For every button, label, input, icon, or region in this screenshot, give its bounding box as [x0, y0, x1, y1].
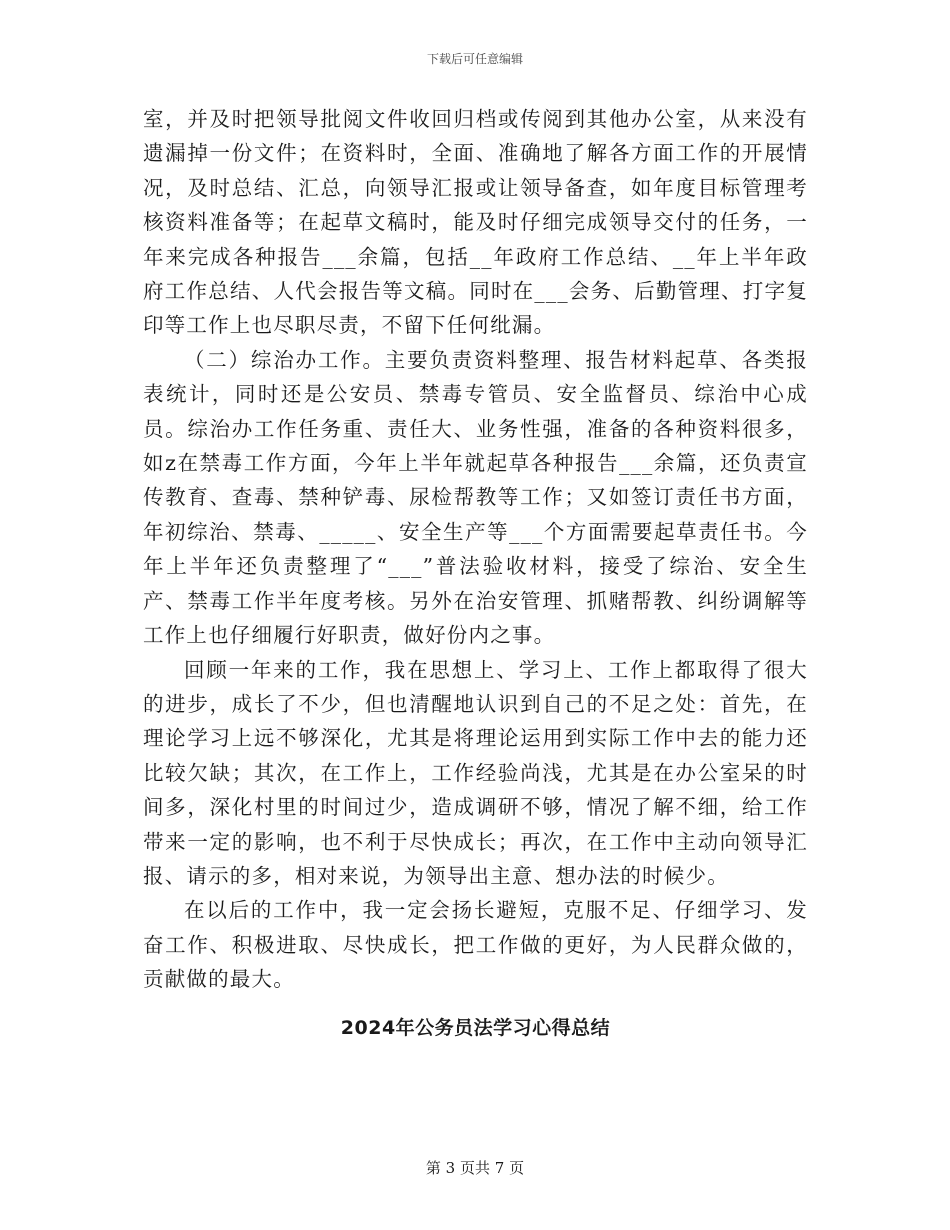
paragraph-review: 回顾一年来的工作，我在思想上、学习上、工作上都取得了很大的进步，成长了不少，但也清醒地认识到自己的不足之处：首先，在理论学习上远不够深化，尤其是将理论运用到实际工作中去的能力还比较欠缺；其次，在工作上，工作经验尚浅，尤其是在办公室呆的时间多，深化村里的时间过少，造成调研不够，情况了解不细，给工作带来一定的影响，也不利于尽快成长；再次，在工作中主动向领导汇报、请示的多，相对来说，为领导出主意、想办法的时候少。 [143, 657, 808, 888]
paragraph-continuation: 室，并及时把领导批阅文件收回归档或传阅到其他办公室，从来没有遗漏掉一份文件；在资料时，全面、准确地了解各方面工作的开展情况，及时总结、汇总，向领导汇报或让领导备查，如年度目标管理考核资料准备等；在起草文稿时，能及时仔细完成领导交付的任务，一年来完成各种报告___余篇，包括__年政府工作总结、__年上半年政府工作总结、人代会报告等文稿。同时在___会务、后勤管理、打字复印等工作上也尽职尽责，不留下任何纰漏。 [143, 107, 808, 338]
paragraph-future: 在以后的工作中，我一定会扬长避短，克服不足、仔细学习、发奋工作、积极进取、尽快成长，把工作做的更好，为人民群众做的，贡献做的最大。 [143, 898, 808, 992]
document-body [143, 102, 808, 1045]
paragraph-section-two: （二）综治办工作。主要负责资料整理、报告材料起草、各类报表统计，同时还是公安员、禁毒专管员、安全监督员、综治中心成员。综治办工作任务重、责任大、业务性强，准备的各种资料很多，如z在禁毒工作方面，今年上半年就起草各种报告___余篇，还负责宣传教育、查毒、禁种铲毒、尿检帮教等工作；又如签订责任书方面，年初综治、禁毒、_____、安全生产等___个方面需要起草责任书。今年上半年还负责整理了“___”普法验收材料，接受了综治、安全生产、禁毒工作半年度考核。另外在治安管理、抓赌帮教、纠纷调解等工作上也仔细履行好职责，做好份内之事。 [143, 347, 808, 648]
header-note: 下载后可任意编辑 [426, 52, 523, 66]
section-title: 2024年公务员法学习心得总结 [340, 1016, 611, 1039]
page-number: 第 3 页共 7 页 [425, 1159, 525, 1177]
